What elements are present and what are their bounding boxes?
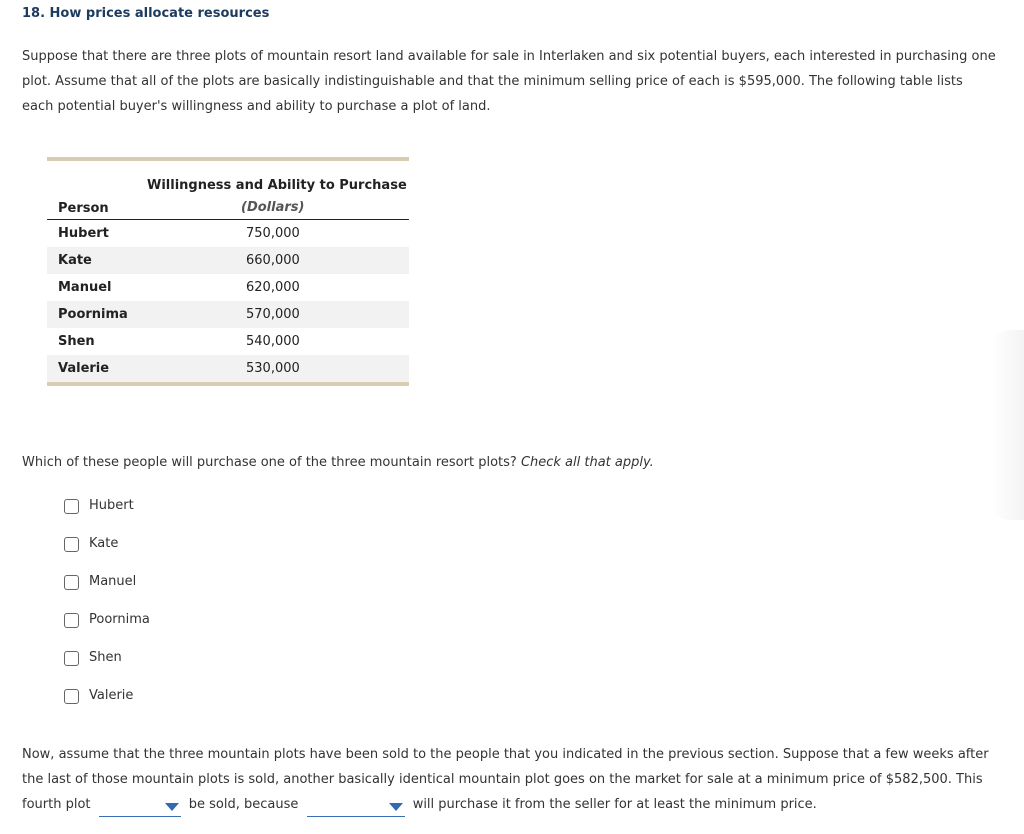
- followup-text-3: will purchase it from the seller for at least the minimum price.: [412, 797, 817, 812]
- buyer-checkbox-group: [64, 497, 150, 725]
- checkbox-hubert[interactable]: [64, 499, 79, 514]
- checkbox-manuel[interactable]: [64, 575, 79, 590]
- option-label-shen[interactable]: Shen: [89, 650, 122, 665]
- option-valerie[interactable]: [64, 687, 150, 725]
- table-row: [47, 247, 409, 274]
- table-bottom-rule: [47, 382, 409, 386]
- will-be-sold-dropdown[interactable]: [99, 798, 181, 817]
- followup-text-1: Now, assume that the three mountain plots have been sold to the people that you indicated in the previous section. Suppose that a few weeks after the last of those mountain plots is sold, another basically identical mountain plot goes on the market for sale at a minimum price of $582,500. This fourth plot: [22, 747, 989, 812]
- followup-text-2: be sold, because: [188, 797, 299, 812]
- table-header-main: Willingness and Ability to Purchase: [147, 178, 407, 193]
- question-text: Which of these people will purchase one of the three mountain resort plots?: [22, 455, 517, 470]
- intro-paragraph: Suppose that there are three plots of mountain resort land available for sale in Interlaken and six potential buyers, each interested in purchasing one plot. Assume that all of the plots are basically indistinguishable and that the minimum selling price of each is $595,000. The following table lists each potential buyer's willingness and ability to purchase a plot of land.: [22, 49, 996, 114]
- purchase-question: [22, 455, 654, 470]
- edge-shadow: [990, 330, 1024, 520]
- willingness-value: 570,000: [246, 307, 300, 322]
- chevron-down-icon[interactable]: [389, 803, 403, 811]
- buyer-dropdown[interactable]: [307, 798, 405, 817]
- person-name: Hubert: [58, 226, 109, 241]
- option-label-hubert[interactable]: Hubert: [89, 498, 134, 513]
- option-manuel[interactable]: [64, 573, 150, 611]
- person-name: Manuel: [58, 280, 112, 295]
- checkbox-kate[interactable]: [64, 537, 79, 552]
- option-label-manuel[interactable]: Manuel: [89, 574, 137, 589]
- willingness-value: 750,000: [246, 226, 300, 241]
- option-label-kate[interactable]: Kate: [89, 536, 119, 551]
- option-label-valerie[interactable]: Valerie: [89, 688, 134, 703]
- option-kate[interactable]: [64, 535, 150, 573]
- person-name: Poornima: [58, 307, 128, 322]
- option-label-poornima[interactable]: Poornima: [89, 612, 150, 627]
- table-row: [47, 274, 409, 301]
- option-poornima[interactable]: [64, 611, 150, 649]
- willingness-value: 660,000: [246, 253, 300, 268]
- table-header-person: Person: [58, 201, 109, 216]
- willingness-table: [47, 157, 409, 386]
- followup-paragraph: [22, 742, 997, 817]
- question-hint: Check all that apply.: [520, 455, 654, 470]
- willingness-value: 620,000: [246, 280, 300, 295]
- question-title: 18. How prices allocate resources: [22, 6, 270, 21]
- checkbox-poornima[interactable]: [64, 613, 79, 628]
- checkbox-shen[interactable]: [64, 651, 79, 666]
- table-row: [47, 355, 409, 382]
- table-row: [47, 301, 409, 328]
- option-hubert[interactable]: [64, 497, 150, 535]
- person-name: Valerie: [58, 361, 110, 376]
- willingness-value: 530,000: [246, 361, 300, 376]
- table-header: [47, 161, 409, 220]
- option-shen[interactable]: [64, 649, 150, 687]
- table-header-unit: (Dollars): [241, 200, 305, 215]
- willingness-value: 540,000: [246, 334, 300, 349]
- person-name: Shen: [58, 334, 95, 349]
- table-row: [47, 220, 409, 247]
- table-row: [47, 328, 409, 355]
- chevron-down-icon[interactable]: [165, 803, 179, 811]
- person-name: Kate: [58, 253, 92, 268]
- checkbox-valerie[interactable]: [64, 689, 79, 704]
